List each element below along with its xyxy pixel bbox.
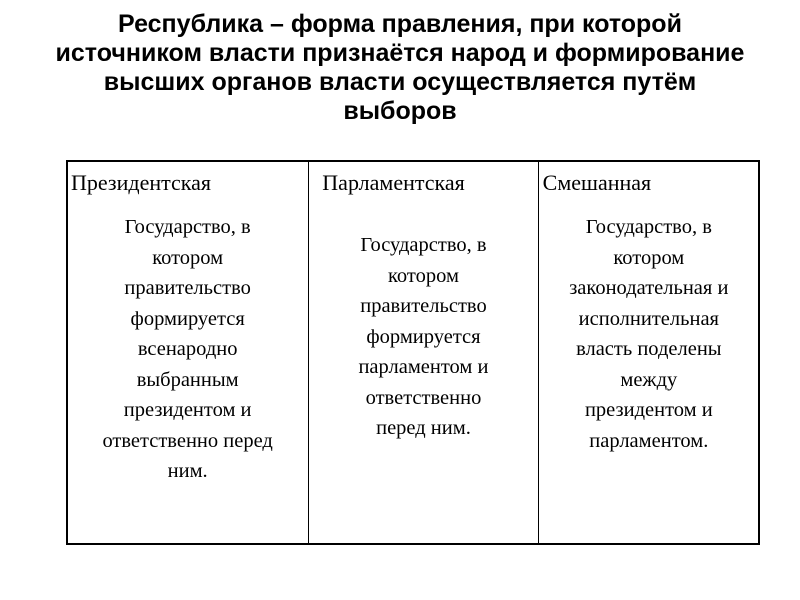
title-line: источником власти признаётся народ и формирование	[55, 39, 745, 67]
column-body-mixed	[541, 212, 757, 456]
column-parliamentary	[309, 161, 538, 544]
title-line: выборов	[343, 97, 457, 125]
column-header-presidential: Президентская	[71, 170, 212, 195]
forms-of-republic-table	[66, 160, 760, 545]
body-line: правительство	[124, 277, 251, 299]
body-line: исполнительная	[578, 307, 719, 330]
body-line: парламентом и	[358, 356, 489, 378]
body-line: выбранным	[136, 368, 239, 391]
body-line: всенародно	[137, 338, 238, 360]
page-title	[40, 10, 760, 126]
body-line: правительство	[360, 295, 487, 317]
column-mixed	[539, 161, 759, 544]
body-line: парламентом.	[589, 429, 709, 452]
body-line: котором	[152, 246, 224, 269]
body-line: президентом и	[123, 399, 252, 421]
body-line: формируется	[130, 307, 245, 330]
body-line: котором	[388, 264, 459, 287]
body-line: законодательная и	[569, 277, 729, 299]
column-body-presidential	[69, 212, 306, 487]
body-line: перед ним.	[376, 417, 471, 439]
body-line: формируется	[366, 325, 481, 348]
body-line: власть поделены	[576, 338, 722, 360]
column-body-parliamentary	[311, 230, 535, 444]
column-header-mixed: Смешанная	[542, 170, 652, 195]
body-line: Государство, в	[585, 216, 712, 238]
body-line: президентом и	[584, 399, 713, 421]
title-line: Республика – форма правления, при которой	[118, 10, 682, 38]
body-line: котором	[613, 246, 685, 269]
column-presidential	[67, 161, 309, 544]
body-line: Государство, в	[360, 234, 487, 256]
body-line: Государство, в	[124, 216, 251, 238]
body-line: между	[620, 368, 678, 391]
column-header-parliamentary: Парламентская	[322, 170, 465, 195]
body-line: ответственно перед	[102, 429, 273, 452]
body-line: ответственно	[365, 386, 482, 409]
body-line: ним.	[167, 460, 208, 482]
title-line: высших органов власти осуществляется путём	[103, 68, 697, 96]
